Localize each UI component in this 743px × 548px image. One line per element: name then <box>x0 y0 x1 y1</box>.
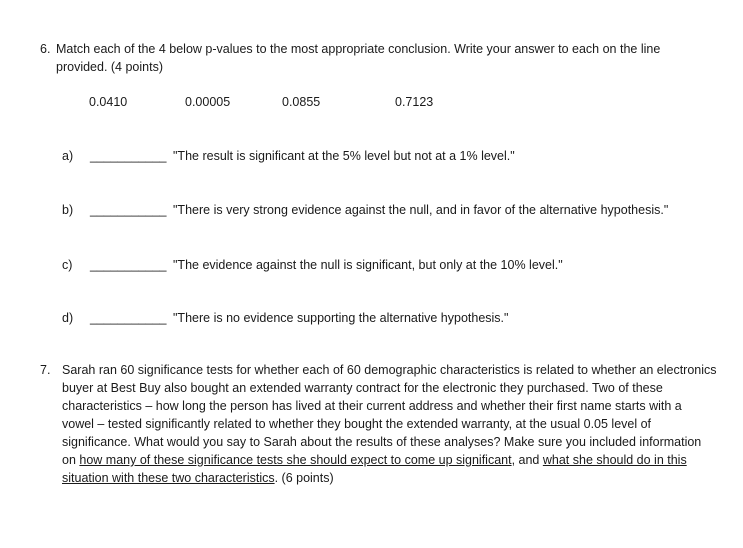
p-value-2: 0.00005 <box>185 95 231 109</box>
question-7-text <box>62 361 717 487</box>
answer-blank[interactable]: ___________ <box>90 149 167 163</box>
match-item-label: c) <box>62 258 73 272</box>
match-item-label: b) <box>62 203 74 217</box>
question-7-underlined-1: how many of these significance tests she should expect to come up significant <box>79 453 512 467</box>
answer-blank[interactable]: ___________ <box>90 258 167 272</box>
answer-blank[interactable]: ___________ <box>90 203 167 217</box>
question-7-text-part-3: . (6 points) <box>274 471 334 485</box>
question-7-text-part-1: Sarah ran 60 significance tests for whether each of 60 demographic characteristics is related to whether an electronics buyer at Best Buy also bought an extended warranty contract for the electronic they purchased. Two of these characteristics – how long the person has lived at their current address and whether their first name starts with a vowel – tested significantly related to whether they bought the extended warranty, at the usual 0.05 level of significance. What would you say to Sarah about the results of these analyses? Make sure you included information on <box>62 363 717 467</box>
conclusion-text: "There is very strong evidence against the null, and in favor of the alternative hypothesis." <box>173 203 669 217</box>
match-item-label: d) <box>62 311 74 325</box>
p-value-4: 0.7123 <box>395 95 434 109</box>
conclusion-text: "There is no evidence supporting the alternative hypothesis." <box>173 311 509 325</box>
question-7-text-part-2: , and <box>511 453 543 467</box>
p-value-3: 0.0855 <box>282 95 321 109</box>
question-7-number: 7. <box>40 363 51 377</box>
conclusion-text: "The evidence against the null is significant, but only at the 10% level." <box>173 258 563 272</box>
question-6-number: 6. <box>40 42 51 56</box>
answer-blank[interactable]: ___________ <box>90 311 167 325</box>
conclusion-text: "The result is significant at the 5% level but not at a 1% level." <box>173 149 515 163</box>
match-item-label: a) <box>62 149 74 163</box>
question-6-prompt: Match each of the 4 below p-values to the most appropriate conclusion. Write your answer to each on the line provided. (4 points) <box>56 42 661 74</box>
p-value-1: 0.0410 <box>89 95 128 109</box>
question-7-underlined-2: what she should do in this situation with these two characteristics <box>62 453 687 485</box>
